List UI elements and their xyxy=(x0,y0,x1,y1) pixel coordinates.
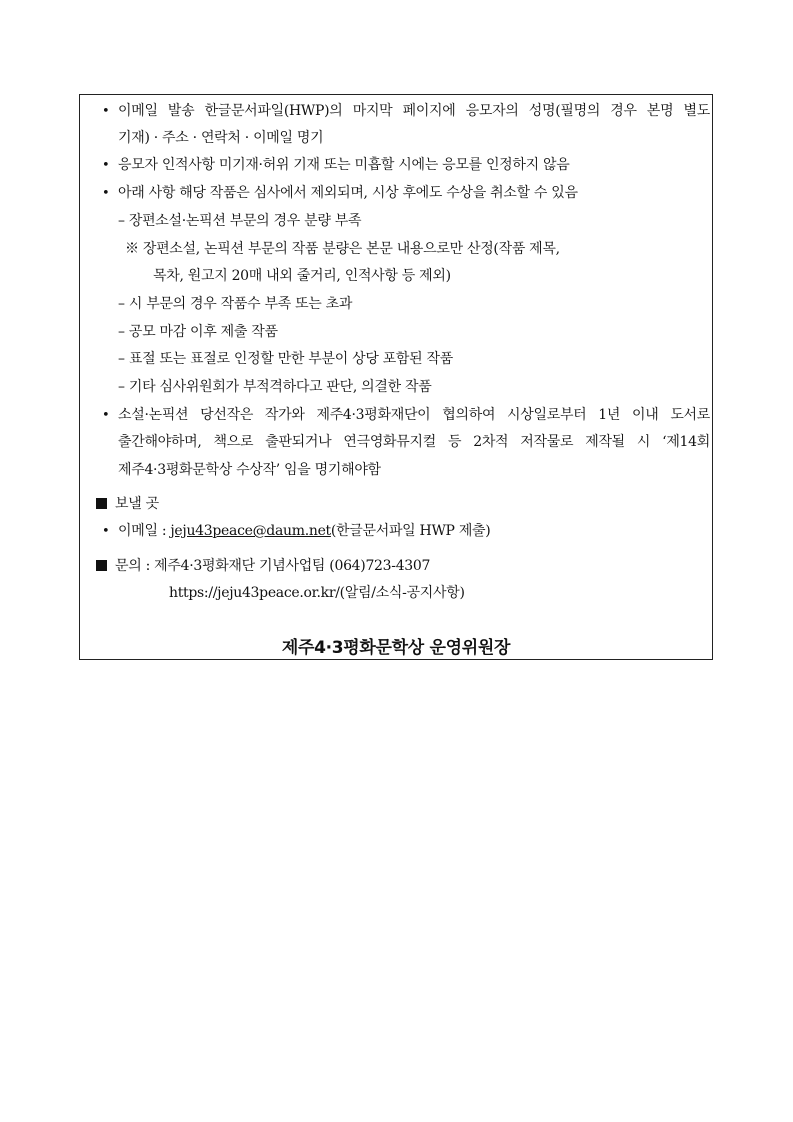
bullet-publication-line1: • 소설·논픽션 당선작은 작가와 제주4·3평화재단이 협의하여 시상일로부터 1년 이내 도서로 xyxy=(102,407,710,423)
bullet-publication-line2: 출간해야하며, 책으로 출판되거나 연극영화뮤지컬 등 2차적 저작물로 제작될 시 ‘제14회 xyxy=(118,434,710,450)
exclusion-item-poem-count: – 시 부문의 경우 작품수 부족 또는 초과 xyxy=(118,296,353,312)
bullet-exclusion-intro: • 아래 사항 해당 작품은 심사에서 제외되며, 시상 후에도 수상을 취소할 수 있음 xyxy=(102,185,578,201)
exclusion-item-other: – 기타 심사위원회가 부적격하다고 판단, 의결한 작품 xyxy=(118,379,432,395)
send-to-email: • 이메일 : jeju43peace@daum.net(한글문서파일 HWP 제출) xyxy=(102,523,491,539)
email-link[interactable]: jeju43peace@daum.net xyxy=(170,523,331,539)
bullet-hwp-line1: • 이메일 발송 한글문서파일(HWP)의 마지막 페이지에 응모자의 성명(필명의 경우 본명 별도 xyxy=(102,103,710,119)
exclusion-item-length: – 장편소설·논픽션 부문의 경우 분량 부족 xyxy=(118,213,362,229)
send-to-heading: 보낼 곳 xyxy=(96,495,159,513)
bullet-icon: • xyxy=(102,186,110,201)
bullet-false-info: • 응모자 인적사항 미기재·허위 기재 또는 미흡할 시에는 응모를 인정하지 않음 xyxy=(102,157,570,173)
exclusion-item-late: – 공모 마감 이후 제출 작품 xyxy=(118,324,278,340)
bullet-icon: • xyxy=(102,408,110,423)
bullet-icon: • xyxy=(102,104,110,119)
exclusion-item-plagiarism: – 표절 또는 표절로 인정할 만한 부분이 상당 포함된 작품 xyxy=(118,351,453,367)
bullet-publication-line3: 제주4·3평화문학상 수상작’ 임을 명기해야함 xyxy=(118,462,381,478)
signature: 제주4·3평화문학상 운영위원장 xyxy=(281,638,511,658)
square-bullet-icon xyxy=(96,560,107,571)
square-bullet-icon xyxy=(96,498,107,509)
notice-box xyxy=(79,94,713,660)
bullet-icon: • xyxy=(102,524,110,539)
inquiry-url[interactable]: https://jeju43peace.or.kr/(알림/소식-공지사항) xyxy=(169,585,465,601)
exclusion-note-line2: 목차, 원고지 20매 내외 줄거리, 인적사항 등 제외) xyxy=(153,268,451,284)
bullet-hwp-line2: 기재) · 주소 · 연락처 · 이메일 명기 xyxy=(118,130,324,146)
inquiry-line: 문의 : 제주4·3평화재단 기념사업팀 (064)723-4307 xyxy=(96,557,430,575)
bullet-icon: • xyxy=(102,158,110,173)
exclusion-note-line1: ※ 장편소설, 논픽션 부문의 작품 분량은 본문 내용으로만 산정(작품 제목, xyxy=(125,241,560,257)
